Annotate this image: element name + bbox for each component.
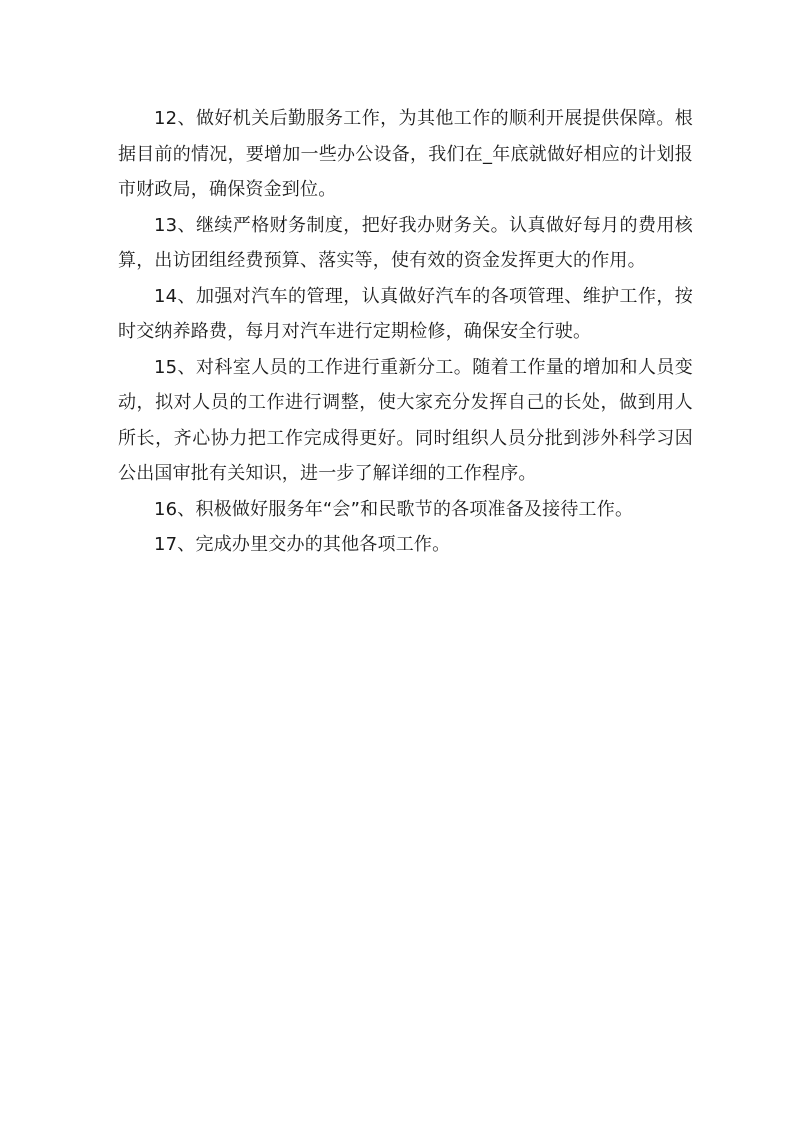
- paragraph-item-15: 15、对科室人员的工作进行重新分工。随着工作量的增加和人员变动，拟对人员的工作进行调整，使大家充分发挥自己的长处，做到用人所长，齐心协力把工作完成得更好。同时组织人员分批到涉外科学习因公出国审批有关知识，进一步了解详细的工作程序。: [118, 356, 693, 484]
- document-body: [118, 101, 693, 563]
- paragraph-item-13: 13、继续严格财务制度，把好我办财务关。认真做好每月的费用核算，出访团组经费预算、落实等，使有效的资金发挥更大的作用。: [118, 214, 693, 271]
- paragraph-item-17: 17、完成办里交办的其他各项工作。: [154, 534, 451, 555]
- paragraph-item-14: 14、加强对汽车的管理，认真做好汽车的各项管理、维护工作，按时交纳养路费，每月对汽车进行定期检修，确保安全行驶。: [118, 285, 693, 342]
- paragraph-item-12: 12、做好机关后勤服务工作，为其他工作的顺利开展提供保障。根据目前的情况，要增加一些办公设备，我们在_年底就做好相应的计划报市财政局，确保资金到位。: [118, 108, 693, 200]
- paragraph-item-16: 16、积极做好服务年“会”和民歌节的各项准备及接待工作。: [154, 498, 634, 520]
